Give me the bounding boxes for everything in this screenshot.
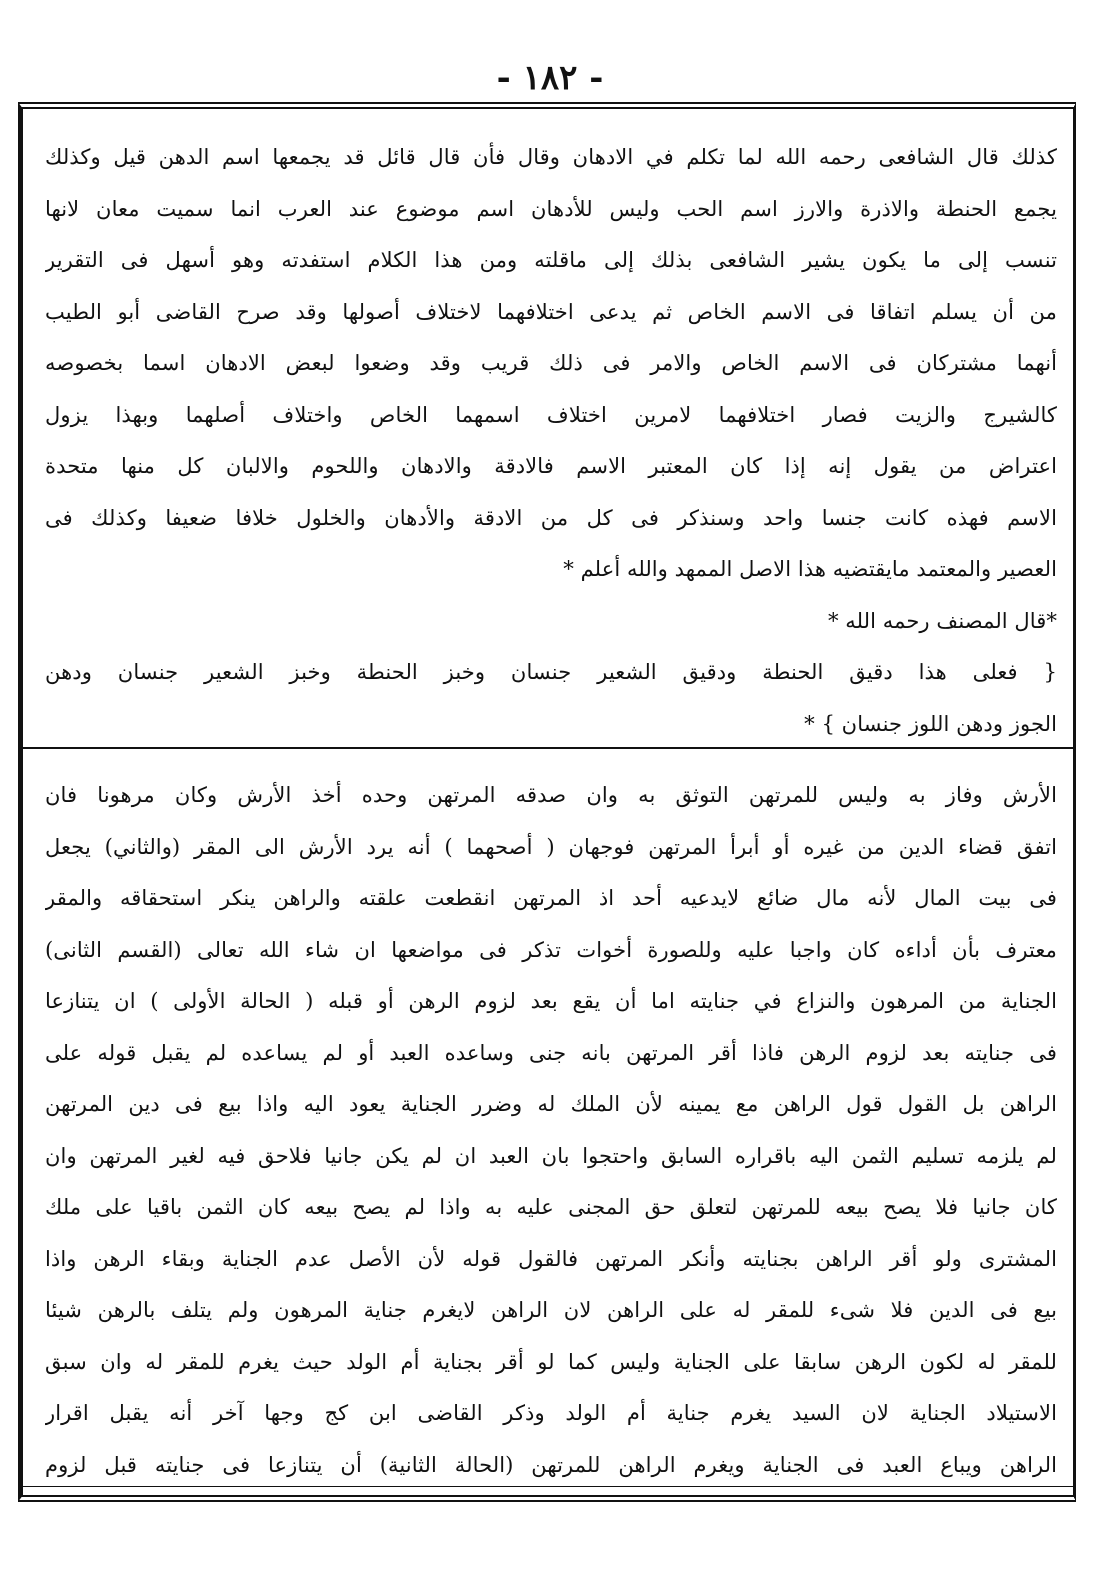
- text-line: اتفق قضاء الدين من غيره أو أبرأ المرتهن فوجهان ( أصحهما ) أنه يرد الأرش الى المقر (والثاني) يجعل: [45, 833, 1057, 859]
- section-divider: [23, 747, 1073, 749]
- text-line: معترف بأن أداءه كان واجبا عليه وللصورة أخوات تذكر فى مواضعها ان شاء الله تعالى (القسم الثانى): [45, 936, 1057, 962]
- text-line: كذلك قال الشافعى رحمه الله لما تكلم في الادهان وقال فأن قال قائل قد يجمعها اسم الدهن قيل وكذلك: [45, 144, 1057, 169]
- text-line: الجناية من المرهون والنزاع في جنايته اما أن يقع بعد لزوم الرهن أو قبله ( الحالة الأولى ) ان يتنازعا: [45, 988, 1057, 1013]
- text-line: تنسب إلى ما يكون يشير الشافعى بذلك إلى ماقلته ومن هذا الكلام استفدته وهو أسهل فى التقرير: [45, 247, 1057, 272]
- main-text: [45, 769, 1057, 1490]
- text-line: الأرش وفاز به وليس للمرتهن التوثق به وان صدقه المرتهن وحده أخذ الأرش وكان مرهونا فان: [45, 782, 1057, 807]
- text-line: اعتراض من يقول إنه إذا كان المعتبر الاسم فالادقة والادهان واللحوم والالبان كل منها متحدة: [45, 453, 1057, 478]
- text-line: فى بيت المال لأنه مال ضائع لايدعيه أحد اذ المرتهن انقطعت علقته والراهن ينكر استحقاقه والمقر: [45, 885, 1057, 910]
- text-line: { فعلى هذا دقيق الحنطة ودقيق الشعير جنسان وخبز الحنطة وخبز الشعير جنسان ودهن: [45, 659, 1057, 684]
- text-line: المشترى ولو أقر الراهن بجنايته وأنكر المرتهن فالقول قوله لأن الأصل عدم الجناية وبقاء الرهن واذا: [45, 1245, 1057, 1271]
- text-line: كان جانيا فلا يصح بيعه للمرتهن لتعلق حق المجنى عليه به واذا لم يصح بيعه كان الثمن باقيا على ملك: [45, 1194, 1057, 1219]
- text-line: *قال المصنف رحمه الله *: [827, 607, 1057, 633]
- text-line: العصير والمعتمد مايقتضيه هذا الاصل الممهد والله أعلم *: [563, 556, 1057, 581]
- bottom-rule: [23, 1486, 1073, 1487]
- text-line: لم يلزمه تسليم الثمن اليه باقراره السابق واحتجوا بان العبد ان لم يكن جانيا فلاحق فيه لغير المرتهن وان: [45, 1142, 1057, 1168]
- text-line: فى جنايته بعد لزوم الرهن فاذا أقر المرتهن بانه جنى وساعده العبد أو لم يساعده لم يقبل قوله على: [45, 1039, 1057, 1065]
- text-line: بيع فى الدين فلا شىء للمقر له على الراهن لان الراهن لايغرم جناية المرهون ولم يتلف بالرهن شيئا: [45, 1297, 1057, 1322]
- text-line: الاسم فهذه كانت جنسا واحد وسنذكر فى كل من الادقة والأدهان والخلول خلافا ضعيفا وكذلك فى: [45, 504, 1057, 530]
- text-line: للمقر له لكون الرهن سابقا على الجناية وليس كما لو أقر بجناية أم الولد حيث يغرم للمقر له وان سبق: [45, 1348, 1057, 1374]
- text-line: الراهن ويباع العبد فى الجناية ويغرم الراهن للمرتهن (الحالة الثانية) أن يتنازعا فى جنايته قبل لزوم: [45, 1451, 1057, 1477]
- text-line: من أن يسلم اتفاقا فى الاسم الخاص ثم يدعى اختلافهما لاختلاف أصولها وقد صرح القاضى أبو الطيب: [45, 298, 1057, 324]
- text-line: يجمع الحنطة والاذرة والارز اسم الحب وليس للأدهان اسم موضوع عند العرب انما سميت معان لانها: [45, 195, 1057, 221]
- text-line: الجوز ودهن اللوز جنسان } *: [804, 710, 1057, 736]
- text-line: الراهن بل القول قول الراهن مع يمينه لأن الملك له وضرر الجناية يعود اليه واذا بيع فى دين المرتهن: [45, 1091, 1057, 1116]
- text-line: أنهما مشتركان فى الاسم الخاص والامر فى ذلك قريب وقد وضعوا لبعض الادهان اسما بخصوصه: [45, 350, 1057, 375]
- text-line: الاستيلاد الجناية لان السيد يغرم جناية أم الولد وذكر القاضى ابن كج وجها آخر أنه يقبل اقرار: [45, 1400, 1057, 1425]
- page-frame: [18, 102, 1076, 1502]
- commentary-text: [45, 131, 1057, 749]
- text-line: كالشيرج والزيت فصار اختلافهما لامرين اختلاف اسمهما الخاص واختلاف أصلهما وبهذا يزول: [45, 401, 1057, 427]
- page-number: - ١٨٢ -: [496, 58, 604, 98]
